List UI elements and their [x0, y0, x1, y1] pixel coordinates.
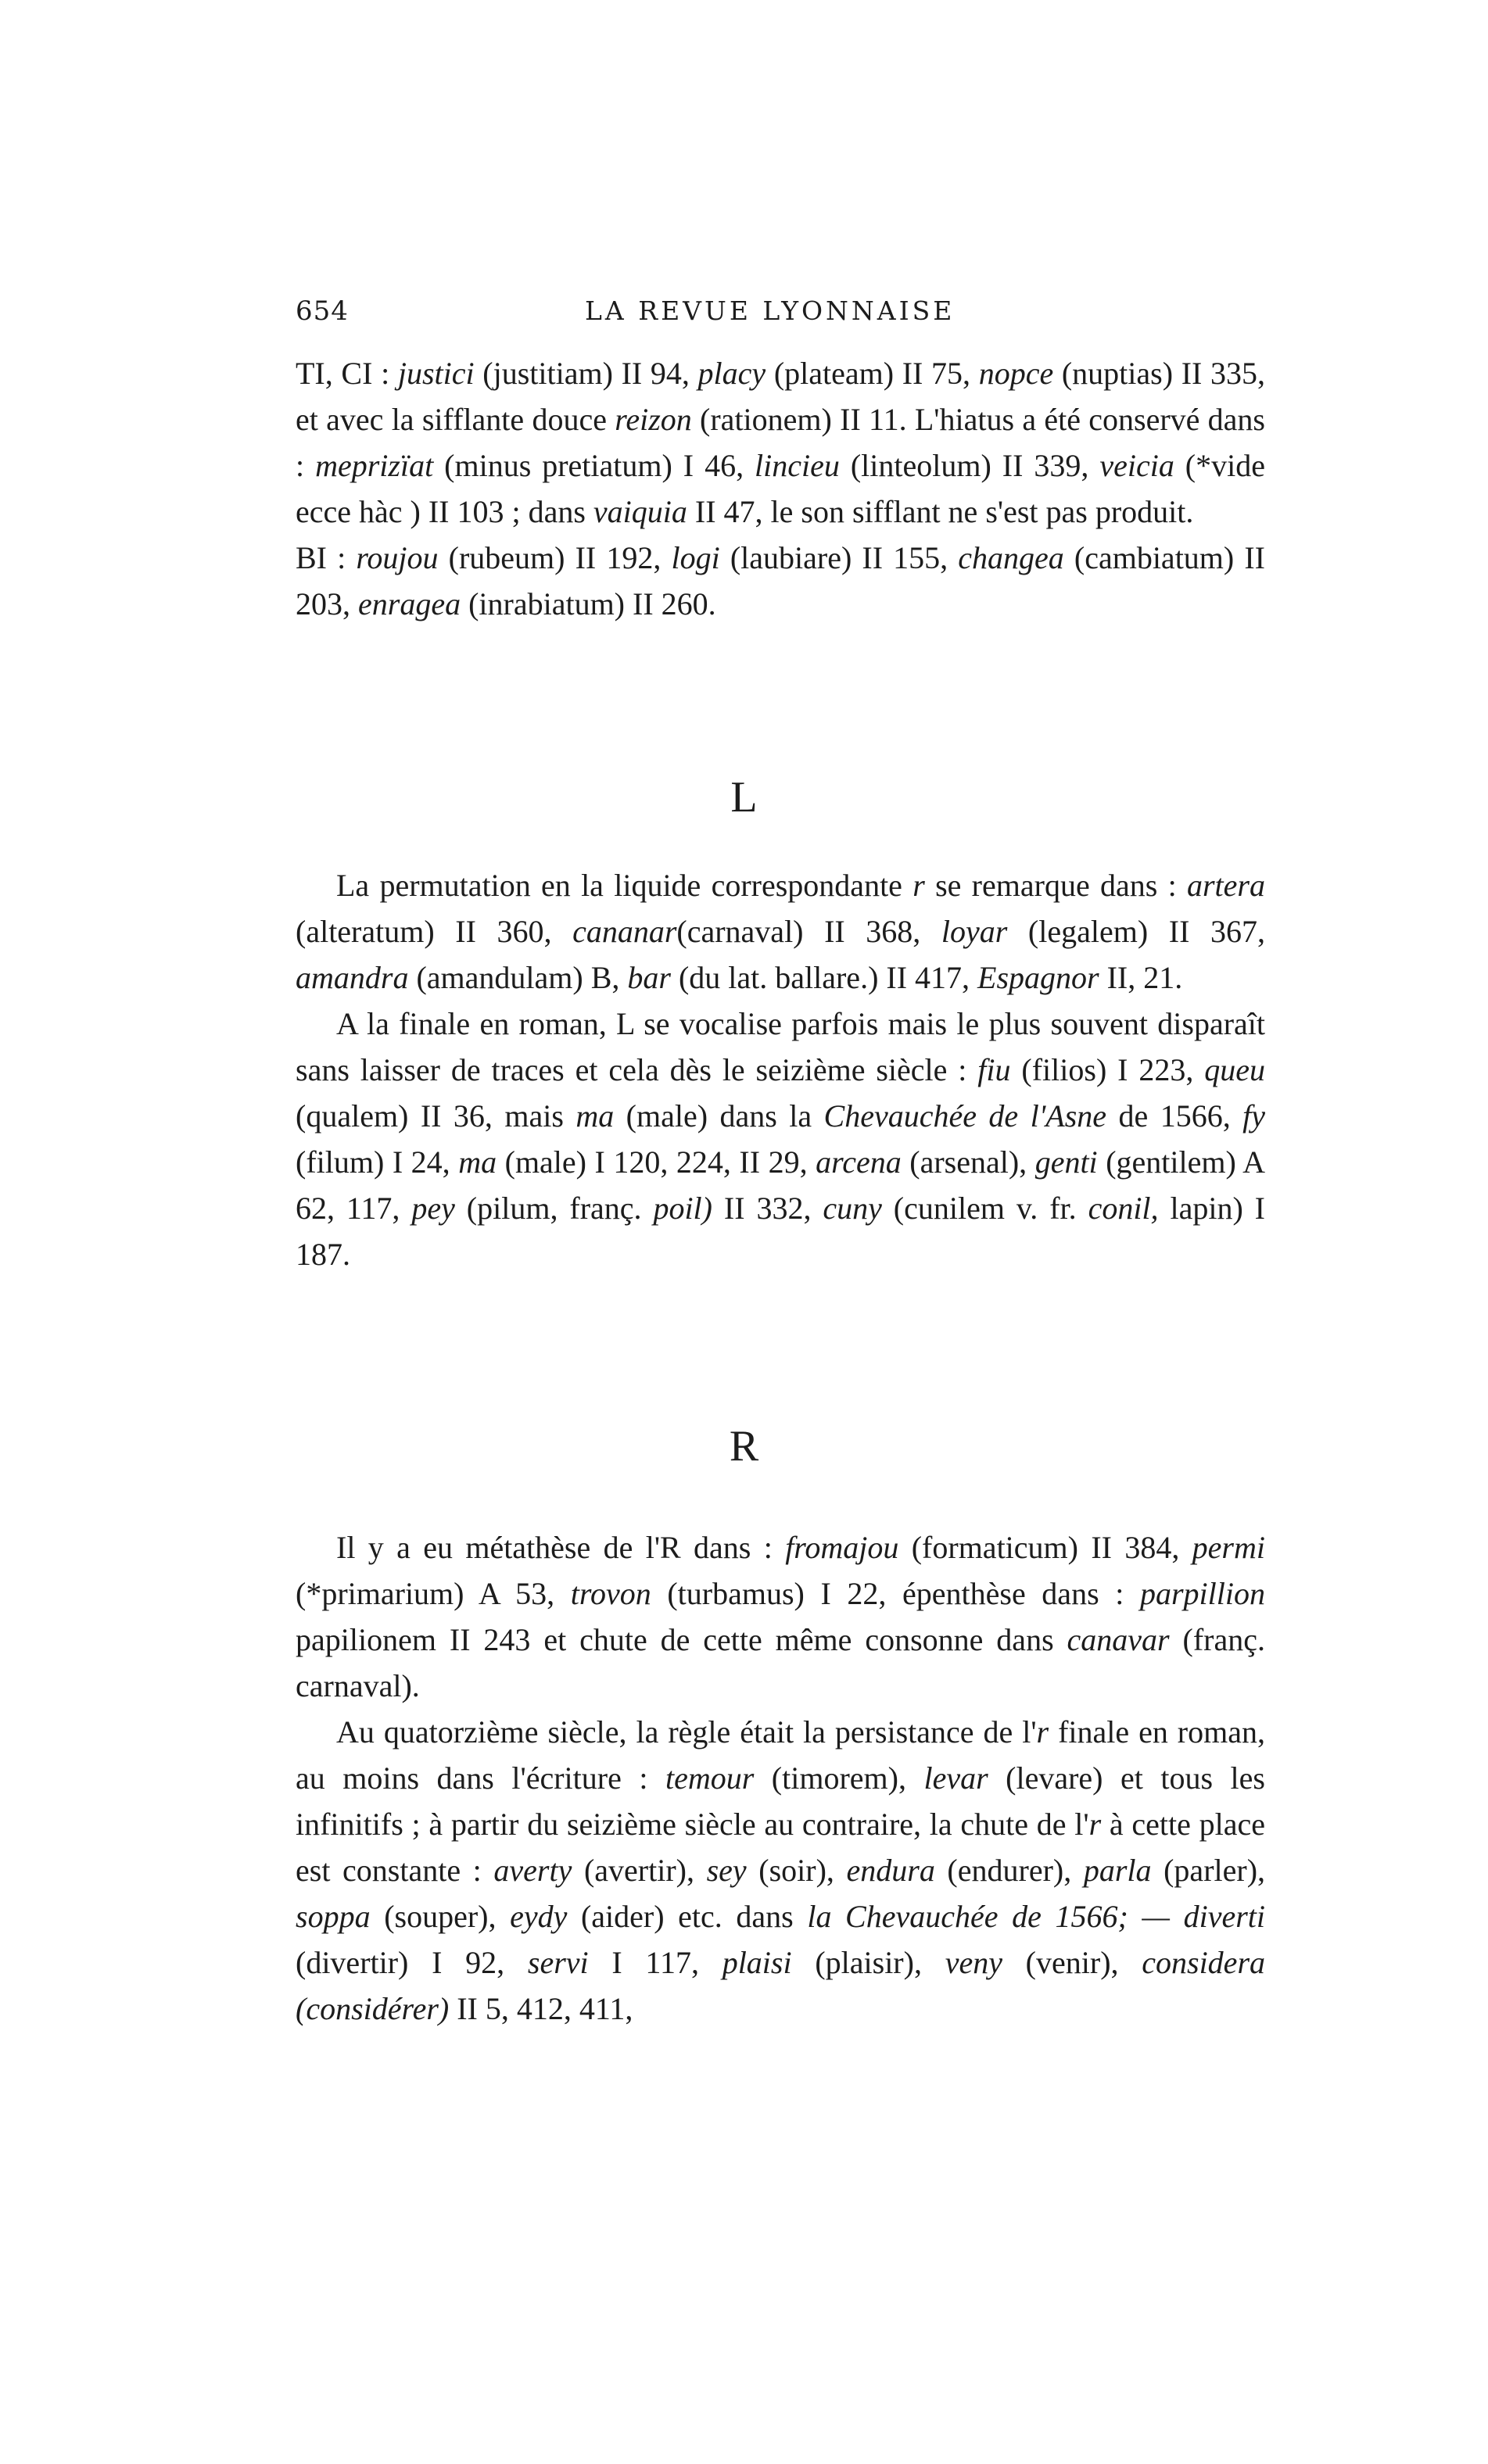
text-run: BI : [296, 540, 357, 575]
text-run: à cette place est constante : [296, 1807, 1265, 1888]
italic-term: servi [527, 1945, 589, 1980]
italic-term: Chevauchée de l'Asne [823, 1098, 1107, 1134]
text-run: I 117, [588, 1945, 722, 1980]
italic-term: r [1088, 1807, 1102, 1842]
text-run: (formaticum) II 384, [898, 1530, 1192, 1565]
italic-term: temour [665, 1760, 755, 1796]
text-run: papilionem II 243 et chute de cette même consonne dans [296, 1622, 1067, 1657]
section-heading-r: R [729, 1422, 759, 1470]
italic-term: ma [458, 1144, 497, 1180]
italic-term: r [1036, 1714, 1049, 1750]
text-run: (avertir), [572, 1853, 707, 1888]
journal-title: LA REVUE LYONNAISE [585, 295, 956, 326]
text-run: II 47, le son sifflant ne s'est pas produit. [687, 494, 1194, 529]
running-head [296, 295, 1265, 335]
italic-term: r [913, 868, 925, 903]
text-run: Au quatorzième siècle, la règle était la persistance de l' [336, 1714, 1037, 1750]
text-run: lapin) I 187. [296, 1191, 1266, 1272]
text-run: (levare) et tous les infinitifs ; à partir du seizième siècle au contraire, la chute de l' [296, 1760, 1265, 1842]
italic-term: eydy [510, 1899, 568, 1934]
text-run: II 5, 412, 411, [449, 1991, 633, 2026]
paragraph-l-finale [296, 1001, 1265, 1277]
text-run: La permutation en la liquide correspondante [336, 868, 913, 903]
italic-term: genti [1034, 1144, 1098, 1180]
italic-term: veny [945, 1945, 1002, 1980]
paragraph-ti-ci [296, 350, 1265, 535]
section-l-body [296, 862, 1265, 1277]
text-run: (souper), [370, 1899, 511, 1934]
italic-term: meprizïat [315, 448, 434, 483]
italic-term: fy [1242, 1098, 1266, 1134]
italic-term: vaiquia [593, 494, 687, 529]
italic-term: conil, [1088, 1191, 1159, 1226]
italic-term: changea [958, 540, 1064, 575]
italic-term: arcena [816, 1144, 902, 1180]
text-run: (*vide ecce hàc ) II 103 ; dans [296, 448, 1265, 529]
italic-term: parla [1083, 1853, 1152, 1888]
italic-term: cuny [823, 1191, 882, 1226]
text-run: (carnaval) II 368, [676, 914, 941, 949]
text-run: (timorem), [754, 1760, 924, 1796]
italic-term: placy [697, 356, 766, 391]
text-run: (plateam) II 75, [766, 356, 979, 391]
italic-term: queu [1204, 1052, 1266, 1087]
italic-term: logi [671, 540, 720, 575]
italic-term: justici [397, 356, 475, 391]
italic-term: Espagnor [977, 960, 1099, 995]
text-run: (du lat. ballare.) II 417, [670, 960, 978, 995]
text-run: (male) dans la [614, 1098, 824, 1134]
text-run: de 1566, [1106, 1098, 1243, 1134]
text-run: (legalem) II 367, [1007, 914, 1265, 949]
text-run: (venir), [1002, 1945, 1142, 1980]
italic-term: considera (considérer) [296, 1945, 1266, 2026]
italic-term: amandra [296, 960, 409, 995]
italic-term: la Chevauchée de 1566; — diverti [807, 1899, 1265, 1934]
text-run: II, 21. [1099, 960, 1183, 995]
page-number: 654 [296, 295, 349, 327]
text-run: (rationem) II 11. L'hiatus a été conservé dans : [296, 402, 1266, 483]
italic-term: permi [1192, 1530, 1265, 1565]
italic-term: levar [923, 1760, 988, 1796]
italic-term: enragea [358, 586, 461, 621]
italic-term: pey [411, 1191, 455, 1226]
text-run: (justitiam) II 94, [474, 356, 698, 391]
italic-term: sey [706, 1853, 747, 1888]
text-run: (alteratum) II 360, [296, 914, 573, 949]
text-run: II 332, [712, 1191, 823, 1226]
text-run: (aider) etc. dans [567, 1899, 808, 1934]
italic-term: parpillion [1139, 1576, 1265, 1611]
paragraph-r-metathese [296, 1524, 1265, 1709]
section-heading-l: L [730, 773, 758, 822]
text-run: (cambiatum) II 203, [296, 540, 1265, 621]
italic-term: endura [846, 1853, 935, 1888]
italic-term: cananar [572, 914, 677, 949]
text-run: (*primarium) A 53, [296, 1576, 571, 1611]
italic-term: averty [493, 1853, 572, 1888]
text-run: A la finale en roman, L se vocalise parfois mais le plus souvent disparaît sans laisser de traces et cela dès le seizième siècle : [296, 1006, 1265, 1087]
text-run: (franç. carnaval). [296, 1622, 1266, 1703]
text-run: se remarque dans : [924, 868, 1187, 903]
paragraph-bi [296, 535, 1265, 627]
paragraph-l-permutation [296, 862, 1265, 1001]
text-run: (male) I 120, 224, II 29, [497, 1144, 816, 1180]
text-run: (soir), [746, 1853, 847, 1888]
text-run: (gentilem) A 62, 117, [296, 1144, 1266, 1226]
italic-term: soppa [296, 1899, 371, 1934]
text-run: (nuptias) II 335, et avec la sifflante douce [296, 356, 1266, 437]
italic-term: poil) [653, 1191, 712, 1226]
text-run: (filum) I 24, [296, 1144, 459, 1180]
italic-term: artera [1186, 868, 1265, 903]
text-run: (plaisir), [791, 1945, 945, 1980]
text-run: (endurer), [934, 1853, 1084, 1888]
text-run: (pilum, franç. [454, 1191, 654, 1226]
text-run: Il y a eu métathèse de l'R dans : [336, 1530, 786, 1565]
text-run: (linteolum) II 339, [839, 448, 1100, 483]
italic-term: plaisi [722, 1945, 792, 1980]
italic-term: fiu [977, 1052, 1011, 1087]
text-run: (inrabiatum) II 260. [461, 586, 716, 621]
text-run: (cunilem v. fr. [881, 1191, 1088, 1226]
section-r-body [296, 1524, 1265, 2032]
text-run: (parler), [1151, 1853, 1266, 1888]
text-run: (minus pretiatum) I 46, [433, 448, 755, 483]
italic-term: veicia [1099, 448, 1174, 483]
italic-term: bar [627, 960, 671, 995]
italic-term: reizon [615, 402, 692, 437]
italic-term: loyar [941, 914, 1008, 949]
italic-term: roujou [356, 540, 439, 575]
text-run: (laubiare) II 155, [719, 540, 959, 575]
italic-term: fromajou [785, 1530, 899, 1565]
text-run: (rubeum) II 192, [438, 540, 672, 575]
italic-term: trovon [570, 1576, 651, 1611]
italic-term: lincieu [755, 448, 840, 483]
italic-term: ma [575, 1098, 615, 1134]
italic-term: canavar [1067, 1622, 1170, 1657]
section-ti-ci-bi [296, 350, 1265, 627]
text-run: (divertir) I 92, [296, 1945, 528, 1980]
text-run: (amandulam) B, [408, 960, 628, 995]
text-run: (qualem) II 36, mais [296, 1098, 576, 1134]
text-run: (arsenal), [901, 1144, 1035, 1180]
text-run: finale en roman, au moins dans l'écriture : [296, 1714, 1265, 1796]
text-run: (turbamus) I 22, épenthèse dans : [651, 1576, 1140, 1611]
italic-term: nopce [978, 356, 1054, 391]
text-run: (filios) I 223, [1010, 1052, 1205, 1087]
text-run: TI, CI : [296, 356, 398, 391]
paragraph-r-quatorzieme [296, 1709, 1265, 2032]
